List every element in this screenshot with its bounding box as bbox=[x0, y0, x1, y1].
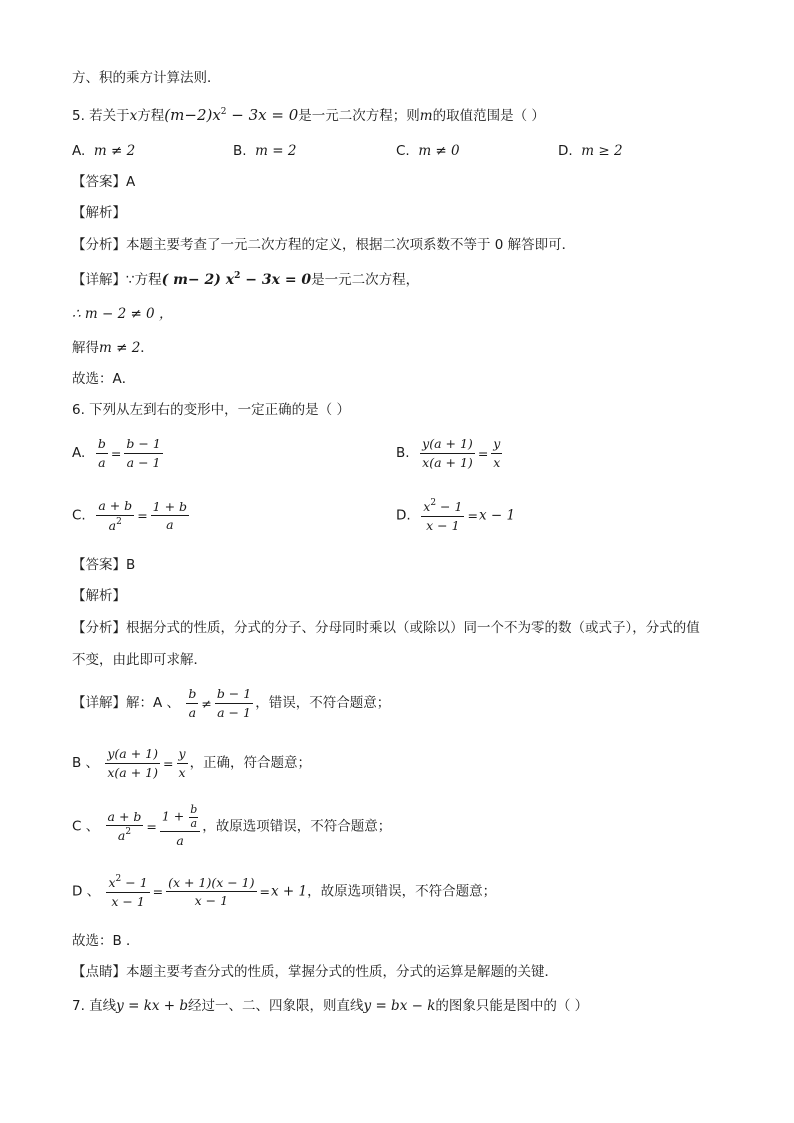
q6-option-c: C. $\frac{a + b}{a^2}$ = $\frac{1 + b}{a}$ bbox=[72, 498, 188, 533]
q6-option-d: D. $\frac{x^2 - 1}{x - 1}$ =x − 1 bbox=[396, 498, 516, 533]
q5-answer: 【答案】A bbox=[72, 174, 136, 190]
question-5-stem: 5. 若关于x方程$(m-2)x^2 - 3x = 0$是一元二次方程；则m的取值范围是（ ） bbox=[72, 106, 545, 124]
q5-xiangjie: 【详解】∵方程( m− 2) $x^2 - 3x = 0$是一元二次方程， bbox=[72, 271, 420, 288]
question-6-stem: 6. 下列从左到右的变形中，一定正确的是（ ） bbox=[72, 402, 350, 418]
q6-fenxi-line-2: 不变，由此即可求解． bbox=[72, 652, 207, 668]
q5-option-b: B. m = 2 bbox=[233, 143, 297, 159]
q6-analysis-heading: 【解析】 bbox=[72, 588, 126, 604]
q6-detail-a: 【详解】解：A 、 $\frac{b}{a}$ ≠ $\frac{b - 1}{a - 1}$ ，错误，不符合题意； bbox=[72, 686, 391, 720]
q6-detail-c: C 、 $\frac{a + b}{a^2}$ = 1 + $\frac{b}{a}$ a ，故原选项错误，不符合题意； bbox=[72, 803, 392, 849]
equation-q5: $(m-2)x^2 - 3x = 0$ bbox=[164, 106, 299, 124]
q6-detail-b: B 、 $\frac{y(a + 1)}{x(a + 1)}$ = $\frac{y}{x}$ ，正确，符合题意； bbox=[72, 746, 312, 780]
q5-step-2: 解得m ≠ 2． bbox=[72, 340, 154, 356]
question-7-stem: 7. 直线y = kx + b经过一、二、四象限，则直线y = bx − k的图象只能是图中的（ ） bbox=[72, 998, 589, 1014]
q5-option-d: D. m ≥ 2 bbox=[558, 143, 623, 159]
q5-analysis-heading: 【解析】 bbox=[72, 205, 126, 221]
q5-step-1: ∴ m − 2 ≠ 0 ， bbox=[72, 306, 173, 322]
q6-fenxi-line-1: 【分析】根据分式的性质，分式的分子、分母同时乘以（或除以）同一个不为零的数（或式子），分式的值 bbox=[72, 620, 700, 636]
q6-option-a: A. $\frac{b}{a}$ = $\frac{b - 1}{a - 1}$ bbox=[72, 436, 161, 470]
text-line-continuation: 方、积的乘方计算法则． bbox=[72, 70, 221, 86]
q5-option-c: C. m ≠ 0 bbox=[396, 143, 460, 159]
q5-fenxi: 【分析】本题主要考查了一元二次方程的定义，根据二次项系数不等于 0 解答即可． bbox=[72, 237, 576, 253]
q5-option-a: A. m ≠ 2 bbox=[72, 143, 136, 159]
q5-choose: 故选：A． bbox=[72, 371, 136, 387]
q6-dianjing: 【点睛】本题主要考查分式的性质，掌握分式的性质，分式的运算是解题的关键． bbox=[72, 964, 558, 980]
q6-choose: 故选：B ． bbox=[72, 933, 140, 949]
q6-detail-d: D 、 $\frac{x^2 - 1}{x - 1}$ = $\frac{(x + 1)(x - 1)}{x - 1}$ =x + 1，故原选项错误，不符合题意； bbox=[72, 874, 497, 909]
q6-answer: 【答案】B bbox=[72, 557, 136, 573]
q6-option-b: B. $\frac{y(a + 1)}{x(a + 1)}$ = $\frac{y}{x}$ bbox=[396, 436, 501, 470]
